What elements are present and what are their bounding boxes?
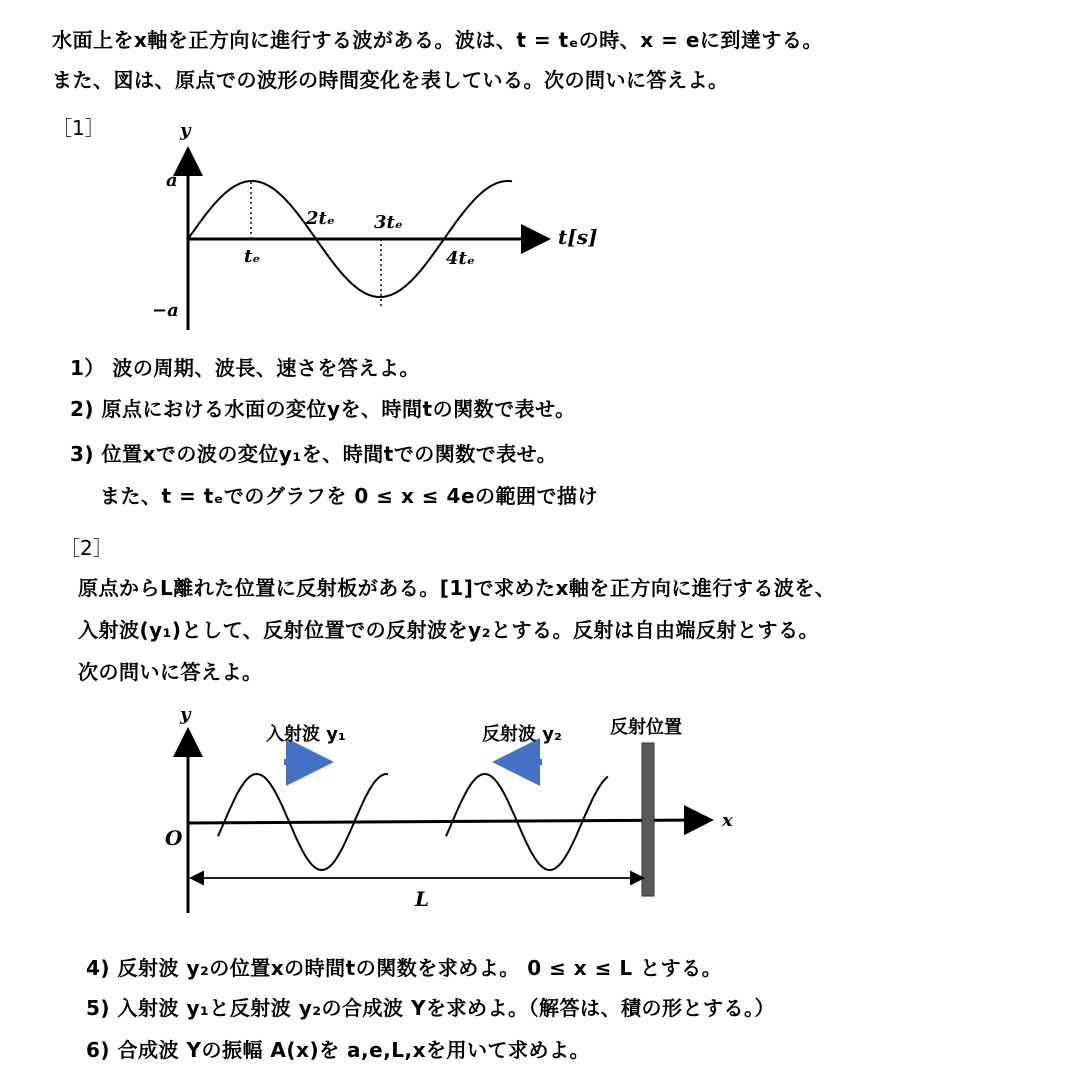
graph1-y-label: y: [180, 120, 191, 141]
question-6: 6) 合成波 Yの振幅 A(x)を a,e,L,xを用いて求めよ。: [86, 1038, 591, 1062]
incident-wave-label: 入射波 y₁: [266, 724, 346, 745]
intro-line-1: 水面上をx軸を正方向に進行する波がある。波は、t = tₑの時、x = eに到達する。: [52, 28, 823, 52]
graph1-a-label: a: [166, 170, 178, 191]
reflected-wave-label: 反射波 y₂: [482, 724, 562, 745]
graph1-2te-label: 2tₑ: [306, 208, 335, 229]
graph1-t-axis-label: t[s]: [558, 225, 598, 249]
diagram-x-label: x: [722, 810, 733, 831]
intro-line-2: また、図は、原点での波形の時間変化を表している。次の問いに答えよ。: [52, 68, 729, 92]
graph1-neg-a-label: −a: [152, 300, 179, 321]
reflect-position-label: 反射位置: [610, 717, 682, 738]
part2-label: ［2］: [60, 536, 113, 560]
diagram-origin-label: O: [165, 826, 183, 850]
part2-text-1: 原点からL離れた位置に反射板がある。[1]で求めたx軸を正方向に進行する波を、: [78, 576, 836, 600]
graph1-3te-label: 3tₑ: [374, 212, 403, 233]
question-3: 3) 位置xでの波の変位y₁を、時間tでの関数で表せ。: [70, 442, 558, 466]
graph1-4te-label: 4tₑ: [446, 248, 475, 269]
question-5: 5) 入射波 y₁と反射波 y₂の合成波 Yを求めよ。（解答は、積の形とする。）: [86, 996, 775, 1020]
diagram-y-label: y: [180, 704, 191, 725]
question-2: 2) 原点における水面の変位yを、時間tの関数で表せ。: [70, 397, 576, 421]
question-3b: また、t = tₑでのグラフを 0 ≤ x ≤ 4eの範囲で描け: [100, 484, 599, 508]
question-4: 4) 反射波 y₂の位置xの時間tの関数を求めよ。 0 ≤ x ≤ L とする。: [86, 956, 723, 980]
question-1: 1） 波の周期、波長、速さを答えよ。: [70, 356, 420, 380]
part2-text-3: 次の問いに答えよ。: [78, 660, 263, 684]
diagram-L-label: L: [415, 887, 430, 911]
part2-text-2: 入射波(y₁)として、反射位置での反射波をy₂とする。反射は自由端反射とする。: [78, 618, 819, 642]
part1-label: ［1］: [52, 116, 105, 140]
graph1-te-label: tₑ: [244, 246, 261, 267]
